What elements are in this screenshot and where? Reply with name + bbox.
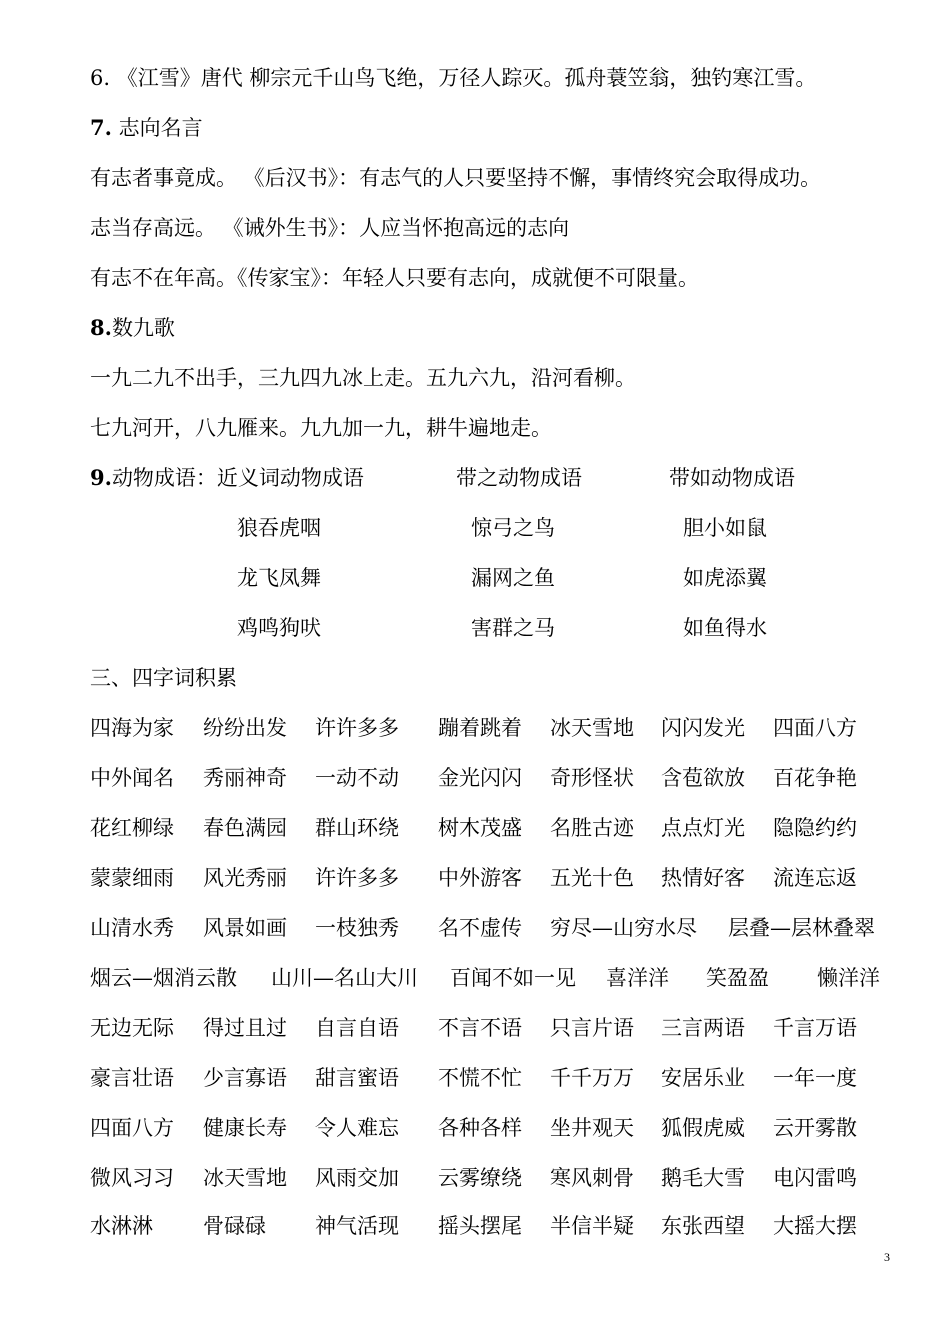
word-item: 千千万万 bbox=[550, 1066, 634, 1090]
word-item: 秀丽神奇 bbox=[203, 766, 287, 790]
heading-9-col3: 带如动物成语 bbox=[669, 466, 795, 490]
word-item: 健康长寿 bbox=[203, 1116, 287, 1140]
word-item: 热情好客 bbox=[661, 866, 745, 890]
idiom-col2-item: 害群之马 bbox=[471, 616, 555, 640]
word-item: 一枝独秀 bbox=[315, 916, 399, 940]
heading-9-text: 动物成语：近义词动物成语 bbox=[111, 466, 364, 490]
word-item: 流连忘返 bbox=[773, 866, 857, 890]
heading-9-col2: 带之动物成语 bbox=[456, 466, 582, 490]
word-item: 坐井观天 bbox=[550, 1116, 634, 1140]
word-item: 冰天雪地 bbox=[203, 1166, 287, 1190]
word-item: 含苞欲放 bbox=[661, 766, 745, 790]
word-item: 笑盈盈 bbox=[706, 966, 769, 990]
word-item: 自言自语 bbox=[315, 1016, 399, 1040]
word-item: 骨碌碌 bbox=[203, 1214, 266, 1238]
idiom-col1-item: 龙飞凤舞 bbox=[237, 566, 321, 590]
word-item: 层叠—层林叠翠 bbox=[728, 916, 875, 940]
word-item: 豪言壮语 bbox=[90, 1066, 174, 1090]
song-line-2: 七九河开，八九雁来。九九加一九，耕牛遍地走。 bbox=[90, 416, 552, 440]
idiom-col3-item: 如鱼得水 bbox=[683, 616, 767, 640]
idiom-col2-item: 漏网之鱼 bbox=[471, 566, 555, 590]
poem-line-jiangxue: 6. 《江雪》唐代 柳宗元千山鸟飞绝，万径人踪灭。孤舟蓑笠翁，独钓寒江雪。 bbox=[90, 66, 817, 90]
word-item: 不言不语 bbox=[438, 1016, 522, 1040]
word-item: 只言片语 bbox=[550, 1016, 634, 1040]
word-item: 千言万语 bbox=[773, 1016, 857, 1040]
word-item: 冰天雪地 bbox=[550, 716, 634, 740]
word-item: 风景如画 bbox=[203, 916, 287, 940]
word-item: 狐假虎威 bbox=[661, 1116, 745, 1140]
word-item: 纷纷出发 bbox=[203, 716, 287, 740]
word-item: 烟云—烟消云散 bbox=[90, 966, 237, 990]
word-item: 四面八方 bbox=[773, 716, 857, 740]
word-item: 甜言蜜语 bbox=[315, 1066, 399, 1090]
word-item: 闪闪发光 bbox=[661, 716, 745, 740]
page-number: 3 bbox=[884, 1250, 890, 1264]
idiom-col3-item: 胆小如鼠 bbox=[683, 516, 767, 540]
word-item: 喜洋洋 bbox=[606, 966, 669, 990]
word-item: 树木茂盛 bbox=[438, 816, 522, 840]
word-item: 微风习习 bbox=[90, 1166, 174, 1190]
idiom-col2-item: 惊弓之鸟 bbox=[471, 516, 555, 540]
word-item: 蒙蒙细雨 bbox=[90, 866, 174, 890]
word-item: 百花争艳 bbox=[773, 766, 857, 790]
heading-8-number: 8. bbox=[90, 315, 112, 340]
word-item: 一动不动 bbox=[315, 766, 399, 790]
word-item: 群山环绕 bbox=[315, 816, 399, 840]
word-item: 山清水秀 bbox=[90, 916, 174, 940]
word-item: 不慌不忙 bbox=[438, 1066, 522, 1090]
word-item: 蹦着跳着 bbox=[438, 716, 522, 740]
word-item: 懒洋洋 bbox=[817, 966, 880, 990]
quote-line-3: 有志不在年高。《传家宝》：年轻人只要有志向，成就便不可限量。 bbox=[90, 266, 699, 290]
word-item: 云开雾散 bbox=[773, 1116, 857, 1140]
word-item: 名胜古迹 bbox=[550, 816, 634, 840]
word-item: 三言两语 bbox=[661, 1016, 745, 1040]
word-item: 风雨交加 bbox=[315, 1166, 399, 1190]
word-item: 安居乐业 bbox=[661, 1066, 745, 1090]
word-item: 得过且过 bbox=[203, 1016, 287, 1040]
heading-7 bbox=[90, 113, 203, 143]
word-item: 山川—名山大川 bbox=[271, 966, 418, 990]
word-item: 一年一度 bbox=[773, 1066, 857, 1090]
word-item: 春色满园 bbox=[203, 816, 287, 840]
idiom-col3-item: 如虎添翼 bbox=[683, 566, 767, 590]
word-item: 各种各样 bbox=[438, 1116, 522, 1140]
word-item: 隐隐约约 bbox=[773, 816, 857, 840]
word-item: 名不虚传 bbox=[438, 916, 522, 940]
word-item: 无边无际 bbox=[90, 1016, 174, 1040]
heading-8-text: 数九歌 bbox=[111, 316, 175, 340]
heading-9 bbox=[90, 463, 364, 493]
word-item: 神气活现 bbox=[315, 1214, 399, 1238]
word-item: 点点灯光 bbox=[661, 816, 745, 840]
word-item: 五光十色 bbox=[550, 866, 634, 890]
word-item: 风光秀丽 bbox=[203, 866, 287, 890]
word-item: 大摇大摆 bbox=[773, 1214, 857, 1238]
word-item: 半信半疑 bbox=[550, 1214, 634, 1238]
word-item: 少言寡语 bbox=[203, 1066, 287, 1090]
word-item: 金光闪闪 bbox=[438, 766, 522, 790]
word-item: 东张西望 bbox=[661, 1214, 745, 1238]
word-item: 中外游客 bbox=[438, 866, 522, 890]
word-item: 云雾缭绕 bbox=[438, 1166, 522, 1190]
word-item: 四面八方 bbox=[90, 1116, 174, 1140]
word-item: 许许多多 bbox=[315, 866, 399, 890]
idiom-col1-item: 狼吞虎咽 bbox=[237, 516, 321, 540]
word-item: 许许多多 bbox=[315, 716, 399, 740]
idiom-col1-item: 鸡鸣狗吠 bbox=[237, 616, 321, 640]
word-item: 穷尽—山穷水尽 bbox=[550, 916, 697, 940]
word-item: 水淋淋 bbox=[90, 1214, 153, 1238]
song-line-1: 一九二九不出手，三九四九冰上走。五九六九，沿河看柳。 bbox=[90, 366, 636, 390]
word-item: 寒风刺骨 bbox=[550, 1166, 634, 1190]
word-item: 花红柳绿 bbox=[90, 816, 174, 840]
word-item: 百闻不如一见 bbox=[450, 966, 576, 990]
word-item: 四海为家 bbox=[90, 716, 174, 740]
heading-8 bbox=[90, 313, 175, 343]
word-item: 电闪雷鸣 bbox=[773, 1166, 857, 1190]
heading-7-number: 7. bbox=[90, 115, 112, 140]
word-item: 鹅毛大雪 bbox=[661, 1166, 745, 1190]
heading-7-text: 志向名言 bbox=[111, 116, 203, 140]
word-item: 令人难忘 bbox=[315, 1116, 399, 1140]
section-3-heading: 三、四字词积累 bbox=[90, 666, 237, 690]
word-item: 摇头摆尾 bbox=[438, 1214, 522, 1238]
quote-line-2: 志当存高远。 《诫外生书》：人应当怀抱高远的志向 bbox=[90, 216, 570, 240]
word-item: 奇形怪状 bbox=[550, 766, 634, 790]
word-item: 中外闻名 bbox=[90, 766, 174, 790]
heading-9-number: 9. bbox=[90, 465, 112, 490]
quote-line-1: 有志者事竟成。 《后汉书》：有志气的人只要坚持不懈，事情终究会取得成功。 bbox=[90, 166, 822, 190]
